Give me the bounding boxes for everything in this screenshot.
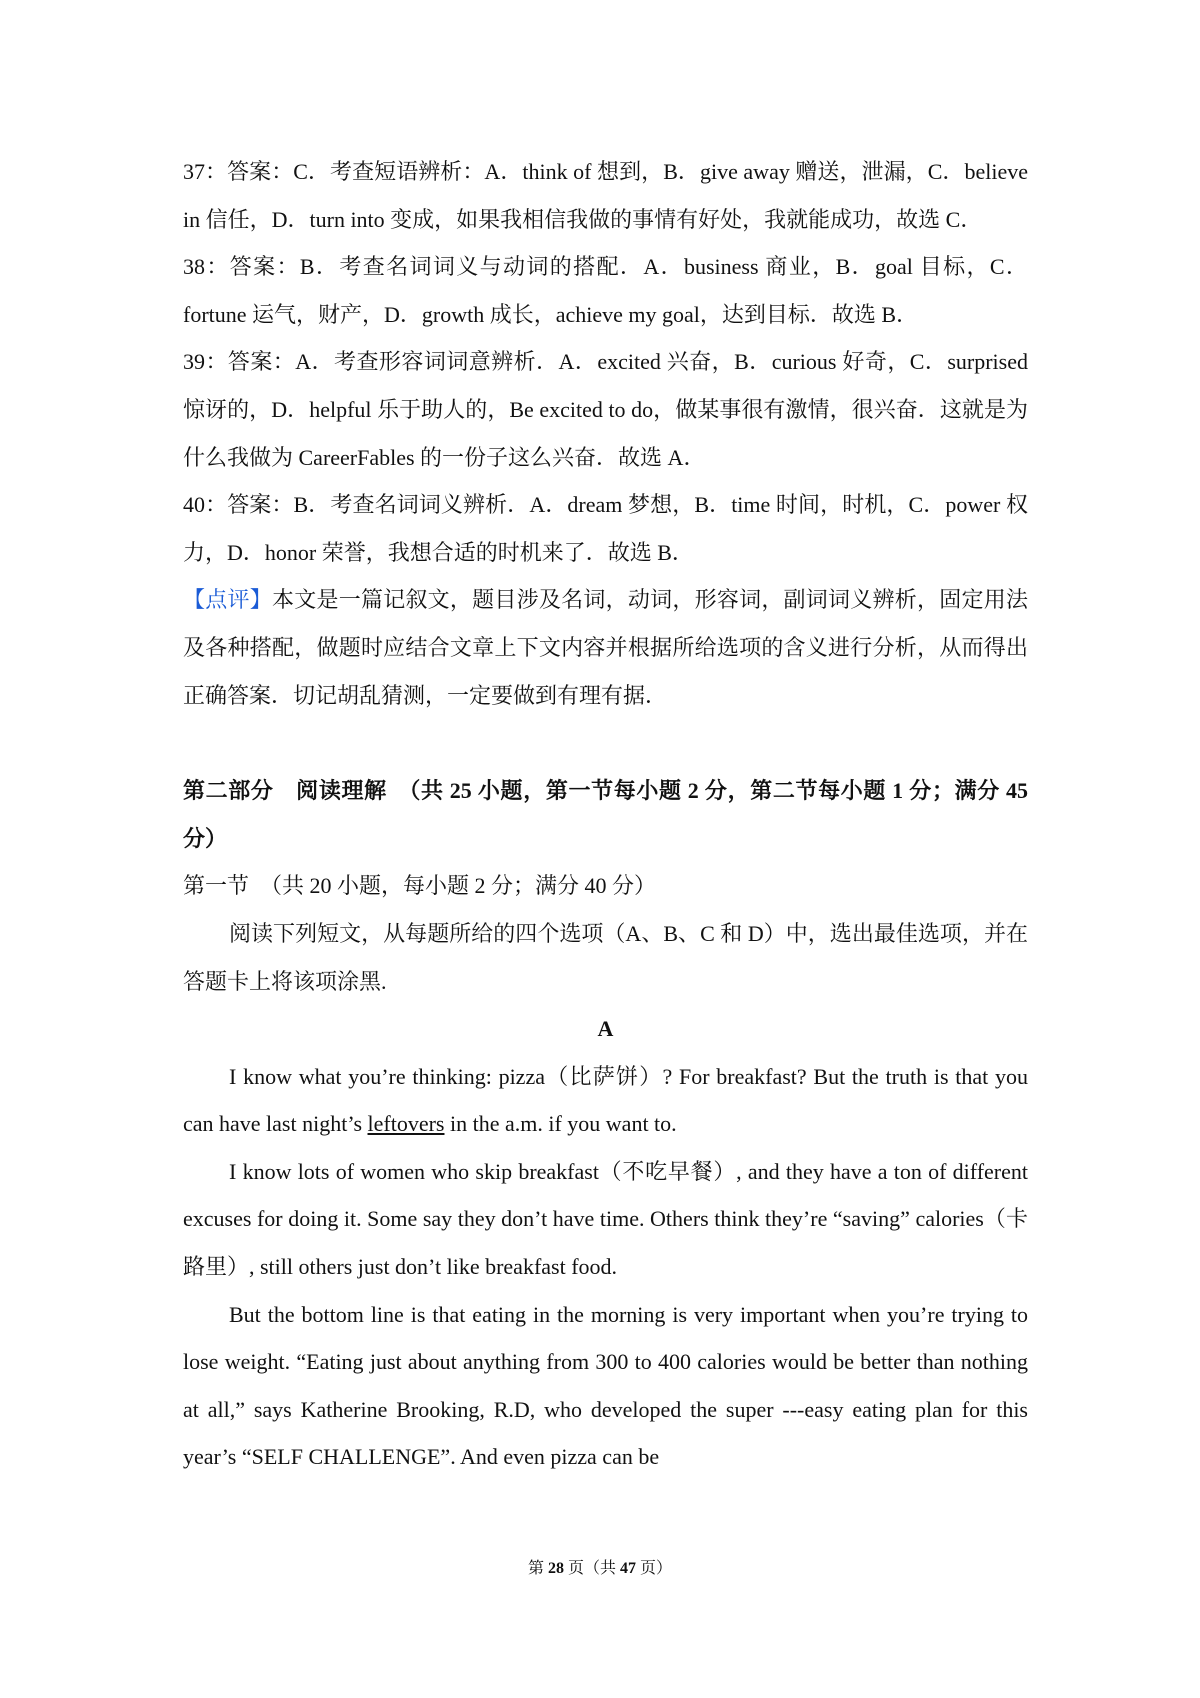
footer-prefix: 第 <box>527 1560 548 1577</box>
answer-39: 39：答案：A．考查形容词词意辨析．A．excited 兴奋，B．curious 好奇，C．surprised 惊讶的，D．helpful 乐于助人的，Be excited to do，做某事很有激情，很兴奋．这就是为什么我做为 CareerFables 的一份子这么兴奋．故选 A． <box>183 349 1028 470</box>
answer-40: 40：答案：B．考查名词词义辨析．A．dream 梦想，B．time 时间，时机，C．power 权力，D．honor 荣誉，我想合适的时机来了．故选 B． <box>183 492 1028 565</box>
passage-paragraph-2: I know lots of women who skip breakfast（不吃早餐）, and they have a ton of different excuses for doing it. Some say they don’t have time. Others think they’re “saving” calories（卡路里）, still others just don’t like breakfast food. <box>183 1158 1028 1280</box>
passage-paragraph-1 <box>183 1053 1028 1148</box>
comment-label: 【点评】 <box>183 587 272 613</box>
answer-38: 38：答案：B．考查名词词义与动词的搭配．A．business 商业，B．goal 目标，C．fortune 运气，财产，D．growth 成长，achieve my goal，达到目标．故选 B． <box>183 254 1028 327</box>
underlined-word: leftovers <box>367 1111 445 1137</box>
page-footer <box>0 1555 1200 1578</box>
section-subheading: 第一节 （共 20 小题，每小题 2 分；满分 40 分） <box>183 873 657 899</box>
footer-total-pages: 47 <box>620 1560 636 1577</box>
comment-text: 本文是一篇记叙文，题目涉及名词，动词，形容词，副词词义辨析，固定用法及各种搭配，做题时应结合文章上下文内容并根据所给选项的含义进行分析，从而得出正确答案．切记胡乱猜测，一定要做到有理有据． <box>183 587 1028 708</box>
section-heading: 第二部分 阅读理解 （共 25 小题，第一节每小题 2 分，第二节每小题 1 分；满分 45 分） <box>183 778 1028 851</box>
answer-37: 37：答案：C．考查短语辨析：A．think of 想到，B．give away 赠送，泄漏，C．believe in 信任，D．turn into 变成，如果我相信我做的事情有好处，我就能成功，故选 C． <box>183 159 1028 232</box>
section-instruction: 阅读下列短文，从每题所给的四个选项（A、B、C 和 D）中，选出最佳选项，并在答题卡上将该项涂黑. <box>183 920 1028 994</box>
footer-middle: 页（共 <box>563 1560 620 1577</box>
passage-label: A <box>597 1016 614 1042</box>
passage-p1-text-after: in the a.m. if you want to. <box>444 1111 677 1137</box>
footer-page-number: 28 <box>547 1560 564 1577</box>
passage-paragraph-3: But the bottom line is that eating in the morning is very important when you’re trying to lose weight. “Eating just about anything from 300 to 400 calories would be better than nothing at all,” says Katherine Brooking, R.D, who developed the super ---easy eating plan for this year’s “SELF CHALLENGE”. And even pizza can be <box>183 1301 1028 1470</box>
footer-suffix: 页） <box>636 1560 673 1577</box>
page-body <box>183 148 1028 1481</box>
passage-p1-text-before: I know what you’re thinking: pizza（比萨饼）? For breakfast? But the truth is that you can have last night’s <box>183 1063 1028 1137</box>
comment-paragraph <box>183 576 1028 719</box>
